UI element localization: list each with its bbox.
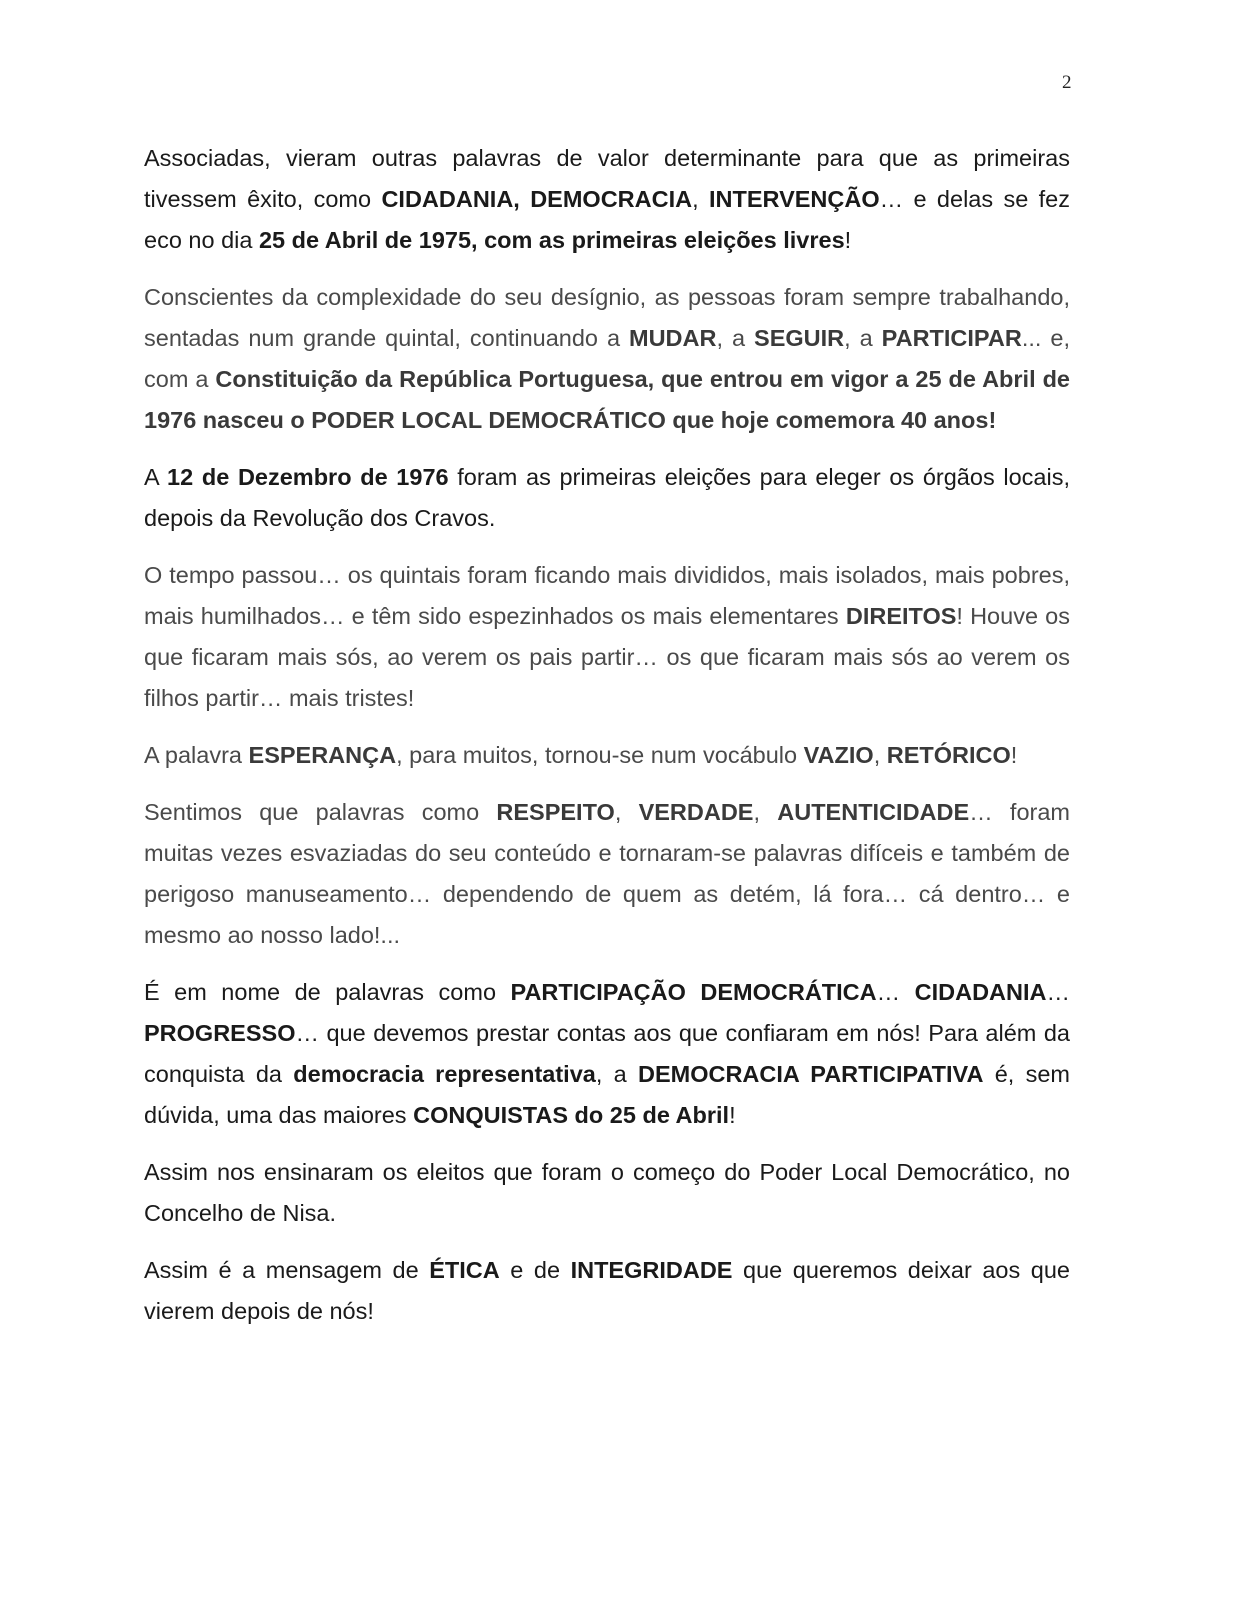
bold-text: PARTICIPAÇÃO DEMOCRÁTICA [510, 979, 877, 1005]
paragraph-9 [144, 1250, 1070, 1332]
bold-text: SEGUIR [754, 325, 845, 351]
paragraph-6 [144, 792, 1070, 956]
text: é, sem dúvida, uma das maiores [144, 1061, 1070, 1128]
text: , [692, 186, 709, 212]
page-number: 2 [1062, 72, 1072, 93]
bold-text: 12 de Dezembro de 1976 [167, 464, 449, 490]
text: Conscientes da complexidade do seu desígnio, as pessoas foram sempre trabalhando, sentadas num grande quintal, continuando a [144, 284, 1070, 351]
text: … foram muitas vezes esvaziadas do seu conteúdo e tornaram-se palavras difíceis e também de perigoso manuseamento… dependendo de quem as detém, lá fora… cá dentro… e mesmo ao nosso lado!... [144, 799, 1070, 948]
text: , [753, 799, 778, 825]
bold-text: CIDADANIA [914, 979, 1047, 1005]
paragraph-7 [144, 972, 1070, 1136]
text: ! [1010, 742, 1018, 768]
text: A [144, 464, 168, 490]
document-body [144, 138, 1070, 1348]
bold-text: MUDAR [629, 325, 717, 351]
bold-text: Constituição da República Portuguesa, que entrou em vigor a 25 de Abril de 1976 nasceu o PODER LOCAL DEMOCRÁTICO que hoje comemora 40 anos! [144, 366, 1070, 433]
text: ... e, com a [144, 325, 1070, 392]
text: … [1046, 979, 1070, 1005]
text: , [614, 799, 639, 825]
bold-text: PROGRESSO [144, 1020, 296, 1046]
bold-text: INTERVENÇÃO [709, 186, 880, 212]
text: ! [729, 1102, 736, 1128]
bold-text: RETÓRICO [886, 742, 1011, 768]
bold-text: 25 de Abril de 1975, com as primeiras eleições livres [258, 227, 845, 253]
text: … e delas se fez eco no dia [144, 186, 1071, 253]
text: … que devemos prestar contas aos que confiaram em nós! Para além da conquista da [144, 1020, 1070, 1087]
bold-text: ESPERANÇA [248, 742, 397, 768]
text: Sentimos que palavras como [144, 799, 497, 825]
text: , a [844, 325, 882, 351]
bold-text: DEMOCRACIA PARTICIPATIVA [637, 1061, 984, 1087]
paragraph-4 [144, 555, 1070, 719]
paragraph-2 [144, 277, 1070, 441]
text: ! [844, 227, 852, 253]
paragraph-1 [144, 138, 1070, 261]
bold-text: AUTENTICIDADE [777, 799, 970, 825]
text: , [873, 742, 887, 768]
bold-text: DIREITOS [845, 603, 957, 629]
text: que queremos deixar aos que vierem depois de nós! [144, 1257, 1070, 1324]
paragraph-3 [144, 457, 1070, 539]
bold-text: INTEGRIDADE [570, 1257, 733, 1283]
bold-text: CIDADANIA, DEMOCRACIA [381, 186, 693, 212]
bold-text: VAZIO [803, 742, 874, 768]
bold-text: democracia representativa [293, 1061, 596, 1087]
text: , a [595, 1061, 638, 1087]
text: , a [716, 325, 755, 351]
text: Associadas, vieram outras palavras de valor determinante para que as primeiras tivessem êxito, como [144, 145, 1070, 212]
text: , para muitos, tornou-se num vocábulo [396, 742, 804, 768]
paragraph-5 [144, 735, 1070, 776]
text: O tempo passou… os quintais foram ficando mais divididos, mais isolados, mais pobres, mais humilhados… e têm sido espezinhados os mais elementares [144, 562, 1070, 629]
text: Assim nos ensinaram os eleitos que foram o começo do Poder Local Democrático, no Concelho de Nisa. [144, 1159, 1070, 1226]
text: ! Houve os que ficaram mais sós, ao verem os pais partir… os que ficaram mais sós ao verem os filhos partir… mais tristes! [144, 603, 1070, 711]
bold-text: PARTICIPAR [881, 325, 1022, 351]
text: Assim é a mensagem de [144, 1257, 430, 1283]
bold-text: CONQUISTAS do 25 de Abril [413, 1102, 730, 1128]
text: … [876, 979, 915, 1005]
bold-text: RESPEITO [496, 799, 615, 825]
text: É em nome de palavras como [144, 979, 511, 1005]
text: e de [499, 1257, 571, 1283]
text: A palavra [144, 742, 249, 768]
bold-text: VERDADE [638, 799, 754, 825]
paragraph-8 [144, 1152, 1070, 1234]
text: foram as primeiras eleições para eleger os órgãos locais, depois da Revolução dos Cravos. [144, 464, 1070, 531]
bold-text: ÉTICA [429, 1257, 500, 1283]
